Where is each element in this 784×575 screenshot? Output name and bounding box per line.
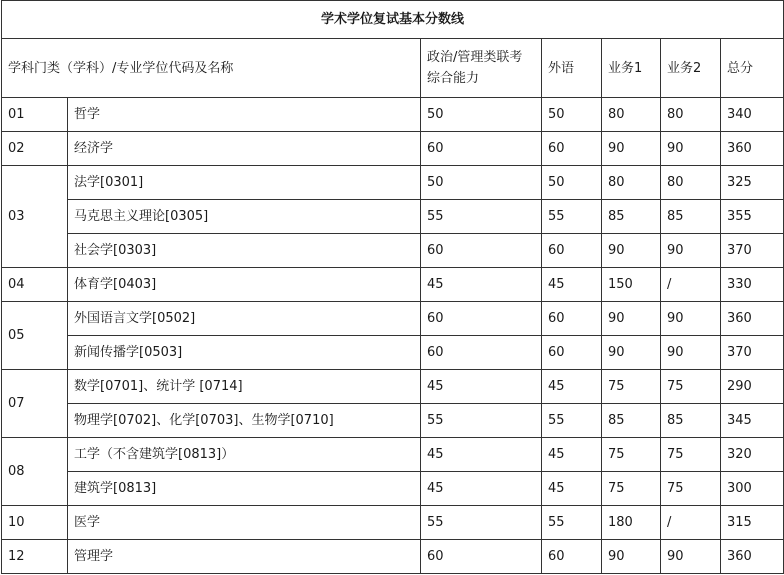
cell-biz2: 90	[661, 302, 721, 336]
header-biz2: 业务2	[661, 39, 721, 98]
table-row	[2, 234, 784, 268]
title-row	[2, 1, 784, 39]
cell-total: 300	[721, 472, 784, 506]
table-row	[2, 268, 784, 302]
cell-foreign: 45	[542, 438, 602, 472]
table-row	[2, 438, 784, 472]
cell-name: 法学[0301]	[68, 166, 421, 200]
cell-foreign: 50	[542, 166, 602, 200]
cell-code: 12	[2, 540, 68, 574]
score-table	[1, 0, 784, 574]
cell-foreign: 60	[542, 336, 602, 370]
cell-politics: 60	[421, 336, 542, 370]
header-subject: 学科门类（学科）/专业学位代码及名称	[2, 39, 421, 98]
cell-biz1: 90	[602, 302, 661, 336]
cell-politics: 60	[421, 234, 542, 268]
cell-foreign: 60	[542, 540, 602, 574]
table-row	[2, 302, 784, 336]
cell-foreign: 55	[542, 404, 602, 438]
cell-politics: 60	[421, 132, 542, 166]
cell-name: 马克思主义理论[0305]	[68, 200, 421, 234]
cell-politics: 45	[421, 268, 542, 302]
cell-name: 医学	[68, 506, 421, 540]
table-row	[2, 506, 784, 540]
cell-biz2: 80	[661, 98, 721, 132]
cell-foreign: 60	[542, 234, 602, 268]
header-row	[2, 39, 784, 98]
header-total: 总分	[721, 39, 784, 98]
table-title: 学术学位复试基本分数线	[2, 1, 784, 39]
cell-total: 320	[721, 438, 784, 472]
cell-total: 315	[721, 506, 784, 540]
cell-code: 01	[2, 98, 68, 132]
cell-code: 07	[2, 370, 68, 438]
table-row	[2, 166, 784, 200]
cell-biz1: 90	[602, 336, 661, 370]
cell-biz2: 85	[661, 404, 721, 438]
cell-biz1: 180	[602, 506, 661, 540]
cell-biz1: 80	[602, 166, 661, 200]
cell-code: 05	[2, 302, 68, 370]
cell-biz2: 85	[661, 200, 721, 234]
cell-biz1: 75	[602, 472, 661, 506]
cell-biz1: 85	[602, 404, 661, 438]
cell-politics: 50	[421, 166, 542, 200]
cell-biz2: 90	[661, 336, 721, 370]
cell-code: 10	[2, 506, 68, 540]
cell-total: 325	[721, 166, 784, 200]
cell-biz2: 75	[661, 370, 721, 404]
cell-biz1: 90	[602, 540, 661, 574]
cell-code: 08	[2, 438, 68, 506]
cell-foreign: 45	[542, 370, 602, 404]
table-row	[2, 540, 784, 574]
table-row	[2, 200, 784, 234]
cell-foreign: 50	[542, 98, 602, 132]
cell-politics: 55	[421, 200, 542, 234]
cell-politics: 45	[421, 438, 542, 472]
cell-total: 330	[721, 268, 784, 302]
cell-biz2: 80	[661, 166, 721, 200]
cell-biz1: 75	[602, 438, 661, 472]
cell-total: 360	[721, 540, 784, 574]
cell-total: 370	[721, 234, 784, 268]
cell-biz1: 150	[602, 268, 661, 302]
cell-total: 360	[721, 302, 784, 336]
table-row	[2, 404, 784, 438]
cell-total: 340	[721, 98, 784, 132]
cell-biz2: 75	[661, 472, 721, 506]
cell-politics: 60	[421, 540, 542, 574]
cell-foreign: 45	[542, 268, 602, 302]
cell-code: 03	[2, 166, 68, 268]
table-row	[2, 336, 784, 370]
cell-biz1: 75	[602, 370, 661, 404]
table-row	[2, 98, 784, 132]
cell-biz1: 85	[602, 200, 661, 234]
table-row	[2, 472, 784, 506]
cell-biz2: 90	[661, 132, 721, 166]
cell-total: 370	[721, 336, 784, 370]
cell-name: 外国语言文学[0502]	[68, 302, 421, 336]
cell-biz2: 75	[661, 438, 721, 472]
cell-foreign: 45	[542, 472, 602, 506]
cell-biz1: 90	[602, 132, 661, 166]
cell-biz1: 90	[602, 234, 661, 268]
cell-foreign: 60	[542, 132, 602, 166]
cell-name: 工学（不含建筑学[0813]）	[68, 438, 421, 472]
cell-name: 哲学	[68, 98, 421, 132]
cell-biz1: 80	[602, 98, 661, 132]
cell-foreign: 55	[542, 506, 602, 540]
cell-politics: 45	[421, 370, 542, 404]
cell-code: 04	[2, 268, 68, 302]
cell-name: 经济学	[68, 132, 421, 166]
cell-total: 360	[721, 132, 784, 166]
cell-foreign: 55	[542, 200, 602, 234]
cell-biz2: /	[661, 268, 721, 302]
cell-name: 建筑学[0813]	[68, 472, 421, 506]
cell-name: 体育学[0403]	[68, 268, 421, 302]
cell-politics: 50	[421, 98, 542, 132]
cell-code: 02	[2, 132, 68, 166]
header-biz1: 业务1	[602, 39, 661, 98]
cell-politics: 55	[421, 404, 542, 438]
table-row	[2, 132, 784, 166]
cell-biz2: /	[661, 506, 721, 540]
cell-foreign: 60	[542, 302, 602, 336]
cell-name: 新闻传播学[0503]	[68, 336, 421, 370]
header-foreign: 外语	[542, 39, 602, 98]
cell-name: 社会学[0303]	[68, 234, 421, 268]
table-row	[2, 370, 784, 404]
cell-total: 290	[721, 370, 784, 404]
cell-politics: 45	[421, 472, 542, 506]
cell-biz2: 90	[661, 540, 721, 574]
cell-total: 355	[721, 200, 784, 234]
cell-name: 数学[0701]、统计学 [0714]	[68, 370, 421, 404]
cell-politics: 55	[421, 506, 542, 540]
cell-politics: 60	[421, 302, 542, 336]
cell-biz2: 90	[661, 234, 721, 268]
cell-name: 物理学[0702]、化学[0703]、生物学[0710]	[68, 404, 421, 438]
header-politics: 政治/管理类联考综合能力	[421, 39, 542, 98]
cell-total: 345	[721, 404, 784, 438]
cell-name: 管理学	[68, 540, 421, 574]
